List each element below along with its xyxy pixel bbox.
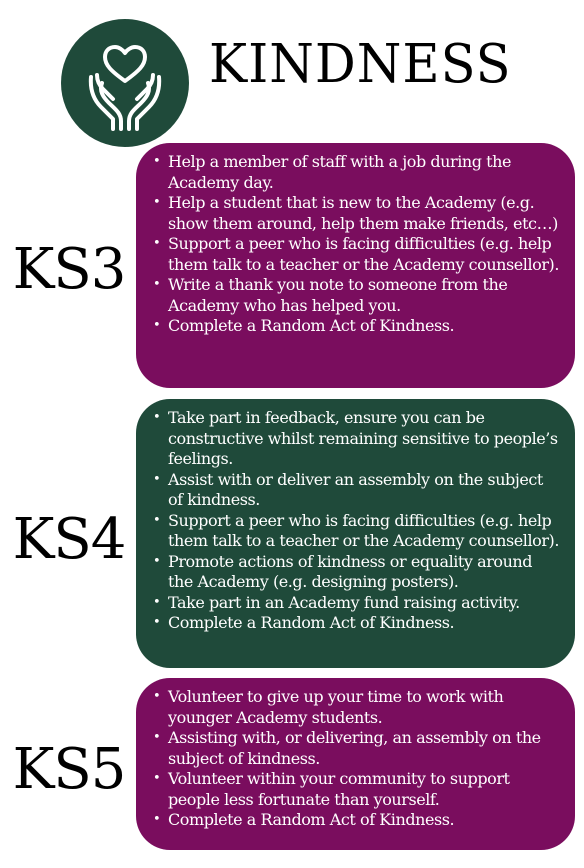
ks4-label: KS4 bbox=[12, 507, 126, 572]
list-item: • Help a member of staff with a job during the Academy day. bbox=[150, 152, 561, 193]
ks5-label: KS5 bbox=[12, 737, 126, 802]
list-item: • Take part in an Academy fund raising activity. bbox=[150, 593, 561, 614]
list-item: • Volunteer within your community to support people less fortunate than yourself. bbox=[150, 769, 561, 810]
list-item: • Complete a Random Act of Kindness. bbox=[150, 613, 561, 634]
heart-in-hands-icon bbox=[61, 19, 189, 147]
list-item: • Take part in feedback, ensure you can be constructive whilst remaining sensitive to people’s feelings. bbox=[150, 408, 561, 470]
ks5-box bbox=[136, 678, 575, 850]
list-item: • Support a peer who is facing difficulties (e.g. help them talk to a teacher or the Academy counsellor). bbox=[150, 511, 561, 552]
list-item: • Complete a Random Act of Kindness. bbox=[150, 316, 561, 337]
ks3-box bbox=[136, 143, 575, 388]
list-item: • Assist with or deliver an assembly on the subject of kindness. bbox=[150, 470, 561, 511]
list-item: • Complete a Random Act of Kindness. bbox=[150, 810, 561, 831]
logo bbox=[61, 19, 189, 147]
ks3-list bbox=[150, 152, 561, 337]
list-item: • Support a peer who is facing difficulties (e.g. help them talk to a teacher or the Academy counsellor). bbox=[150, 234, 561, 275]
page-title: KINDNESS bbox=[209, 33, 512, 96]
ks5-list bbox=[150, 687, 561, 831]
ks3-label: KS3 bbox=[12, 237, 126, 302]
ks4-box bbox=[136, 399, 575, 668]
list-item: • Write a thank you note to someone from the Academy who has helped you. bbox=[150, 275, 561, 316]
ks4-list bbox=[150, 408, 561, 634]
list-item: • Volunteer to give up your time to work with younger Academy students. bbox=[150, 687, 561, 728]
list-item: • Assisting with, or delivering, an assembly on the subject of kindness. bbox=[150, 728, 561, 769]
list-item: • Promote actions of kindness or equality around the Academy (e.g. designing posters). bbox=[150, 552, 561, 593]
list-item: • Help a student that is new to the Academy (e.g. show them around, help them make friends, etc…) bbox=[150, 193, 561, 234]
